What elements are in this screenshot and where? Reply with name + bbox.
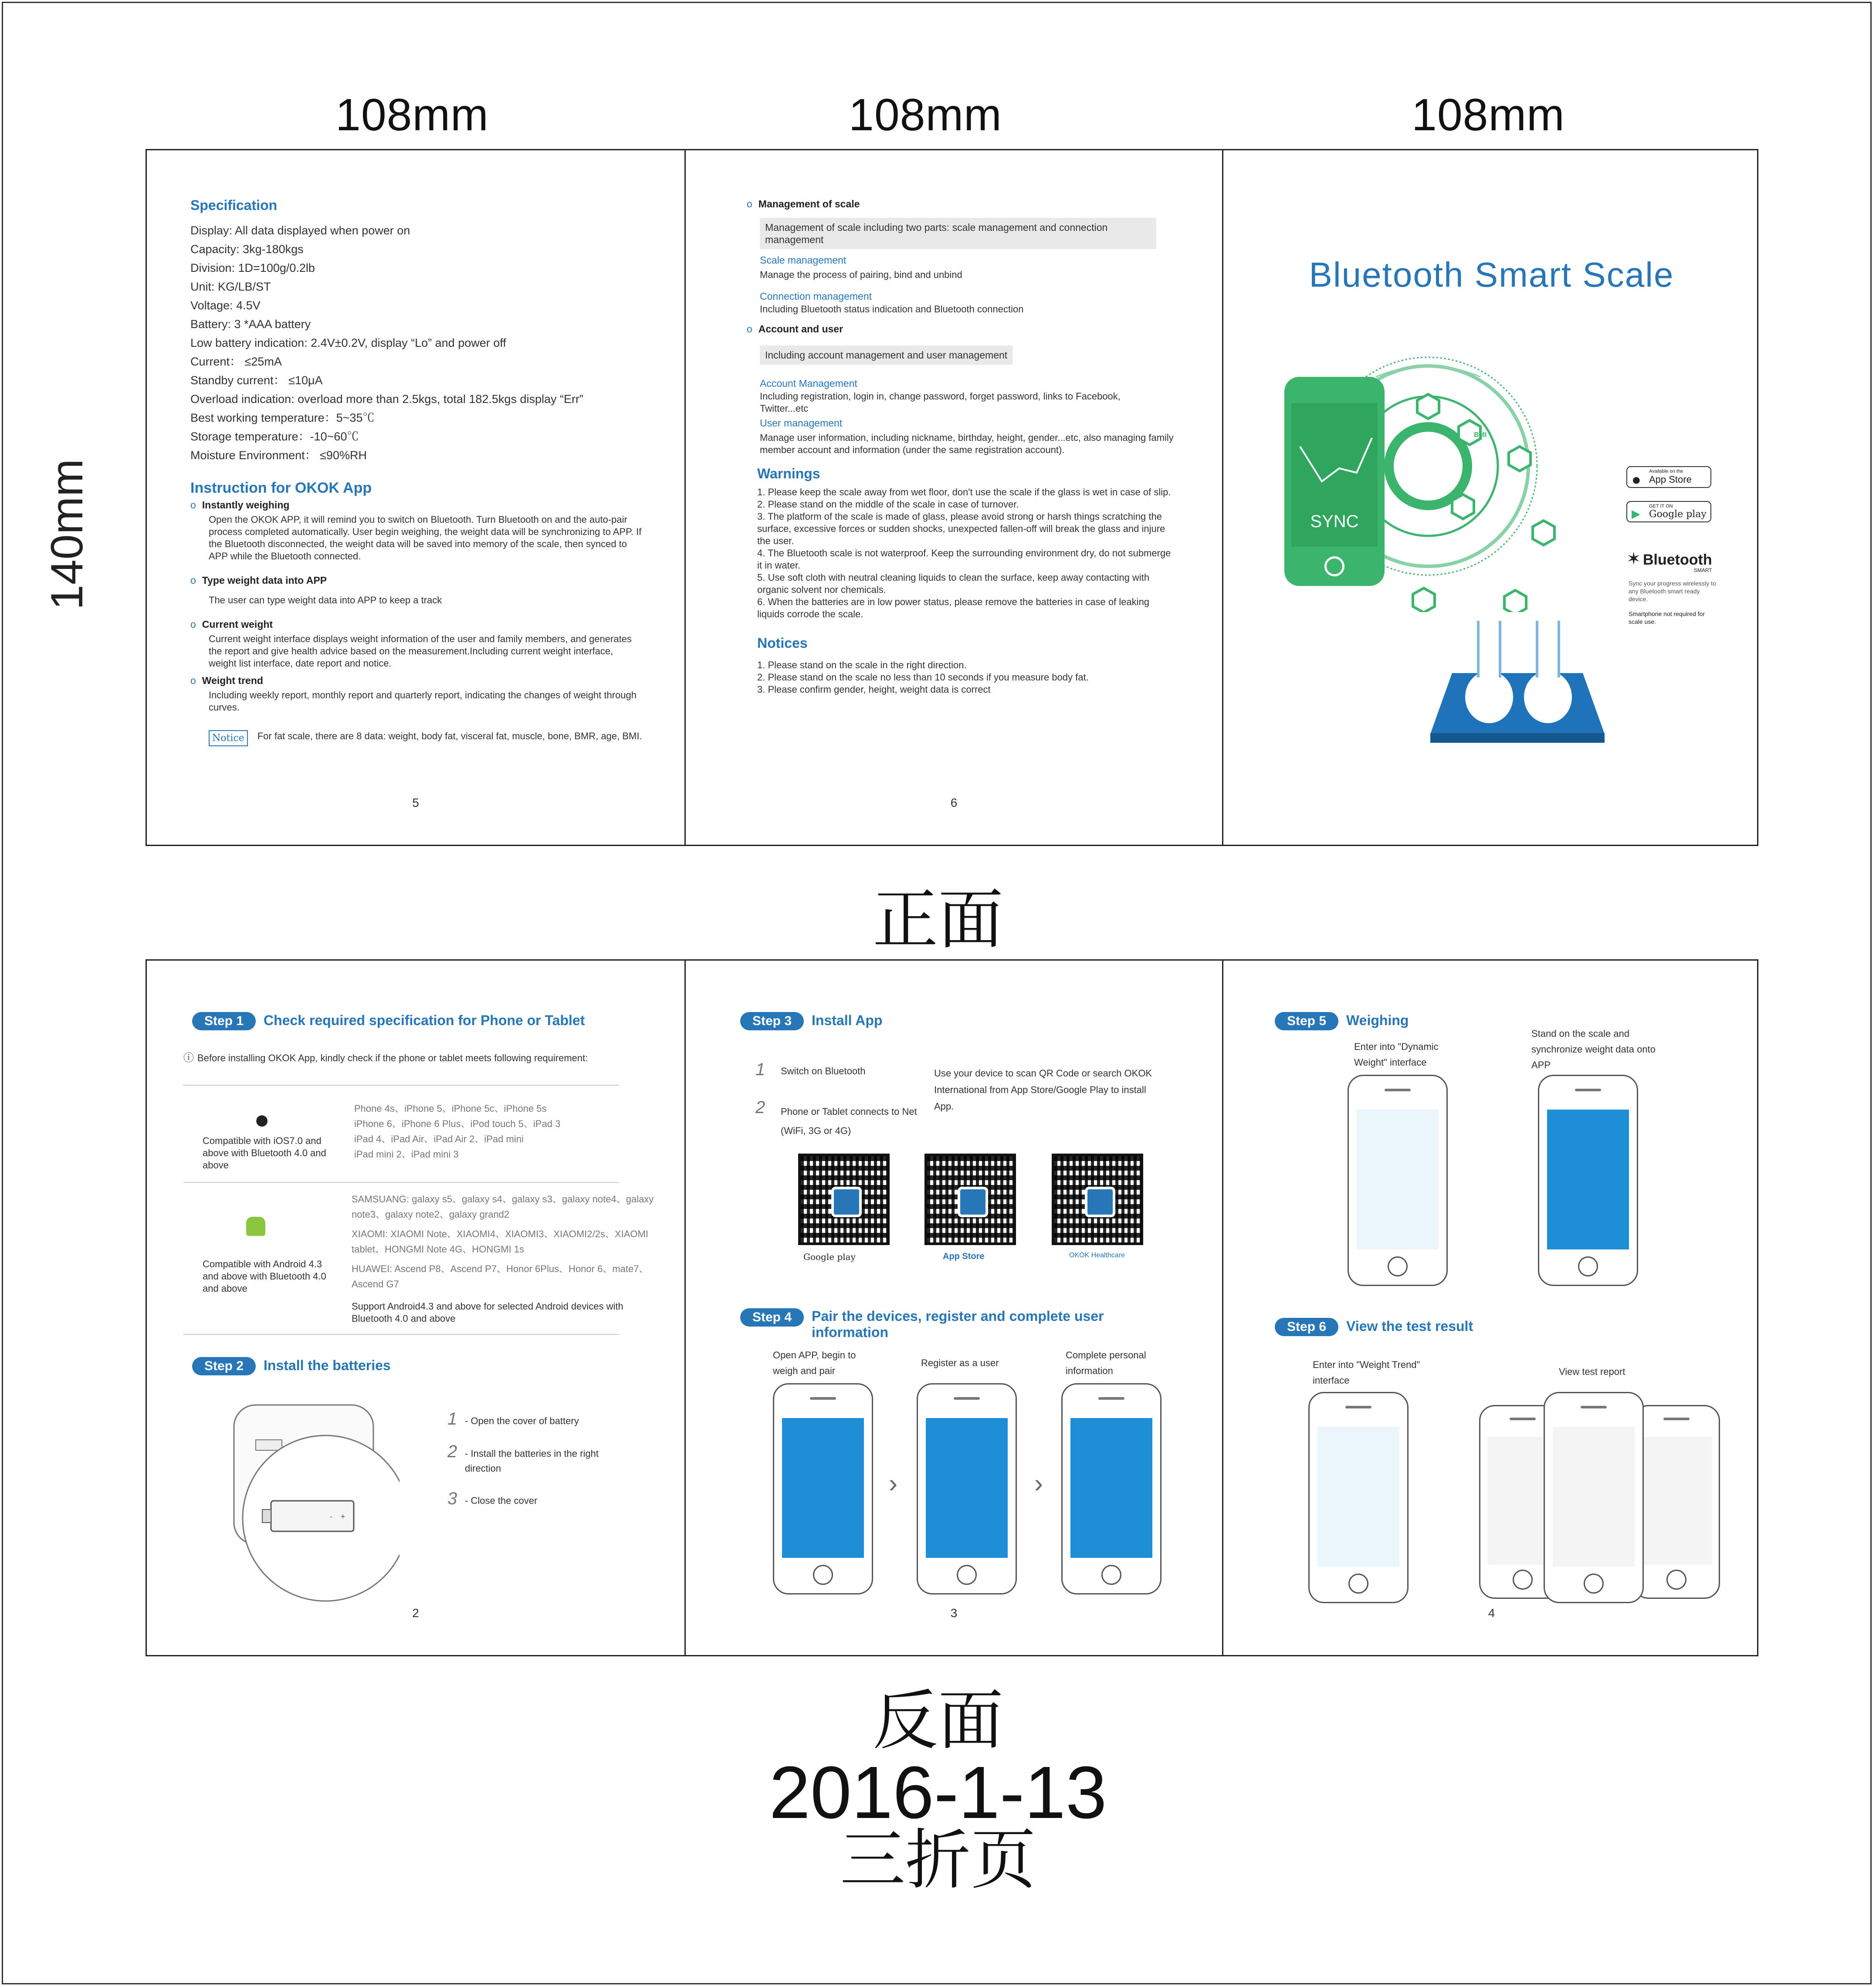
qr-code-google-play[interactable] [798, 1154, 890, 1245]
qr-label: App Store [943, 1252, 985, 1261]
spec-line: Overload indication: overload more than 2.5kgs, total 182.5kgs display “Err” [190, 393, 583, 406]
badge-text: App Store [1649, 474, 1692, 485]
step-title: View the test result [1346, 1318, 1473, 1334]
conn-mgmt-text: Including Bluetooth status indication and Bluetooth connection [760, 304, 1024, 315]
chevron-right-icon: › [889, 1469, 897, 1498]
warning-item: 1. Please keep the scale away from wet floor, don't use the scale if the glass is wet in case of slip. [757, 487, 1171, 498]
warning-item: 3. The platform of the scale is made of glass, please avoid strong or harsh things scratching the surface, excessive forces or sudden shocks, unexpected fallen-off will break the glass and injure the user. [757, 511, 1165, 546]
play-icon: ▶ [1632, 507, 1640, 520]
conn-mgmt-title: Connection management [760, 291, 872, 302]
notices-title: Notices [757, 635, 808, 651]
badge-small-text: Available on the [1649, 469, 1683, 474]
spec-line: Voltage: 4.5V [190, 299, 261, 312]
bmi-label: BMI [1474, 431, 1487, 439]
notice-item: 2. Please stand on the scale no less than 10 seconds if you measure body fat. [757, 672, 1089, 683]
sync-label: SYNC [1310, 512, 1359, 531]
ios-device-list [354, 1101, 560, 1162]
step-pill: Step 5 [1275, 1012, 1338, 1030]
app-store-badge[interactable] [1626, 466, 1711, 488]
back-sheet [146, 959, 1758, 1656]
bullet-title: o Instantly weighing [190, 499, 643, 511]
apple-icon: ● [254, 1105, 270, 1134]
spec-line: Display: All data displayed when power on [190, 224, 410, 237]
step-title: Pair the devices, register and complete user information [812, 1308, 1104, 1340]
battery-step [447, 1442, 657, 1476]
user-mgmt-title: User management [760, 417, 843, 429]
warning-item: 2. Please stand on the middle of the scale in case of turnover. [757, 499, 1019, 510]
notice-item: 1. Please stand on the scale in the right direction. [757, 660, 967, 670]
spec-title: Specification [190, 197, 278, 213]
step-number: 3 [447, 1489, 457, 1508]
fold-label: 三折页 [840, 1822, 1036, 1898]
step-6-header [1275, 1318, 1473, 1336]
dimension-label-vertical: 140mm [42, 459, 92, 610]
battery-illustration [230, 1401, 400, 1610]
cover-title: Bluetooth Smart Scale [1309, 255, 1674, 294]
bullet-title: o Weight trend [190, 675, 643, 687]
qr-label: OKOK Healthcare [1069, 1252, 1125, 1259]
page-number: 2 [412, 1606, 419, 1620]
acct-mgmt-title: Account Management [760, 378, 857, 389]
warning-item: 6. When the batteries are in low power status, please remove the batteries in case of leaking liquids corrode the scale. [757, 596, 1150, 619]
battery-step [447, 1409, 657, 1429]
notice-text: For fat scale, there are 8 data: weight, body fat, visceral fat, muscle, bone, BMR, age, BMI. [257, 731, 642, 741]
warning-item: 4. The Bluetooth scale is not waterproof. Keep the surrounding environment dry, do not submerge it in water. [757, 548, 1171, 571]
bullet-text: Including weekly report, monthly report and quarterly report, indicating the changes of weight through curves. [209, 690, 637, 713]
device-line: SAMSUANG: galaxy s5、galaxy s4、galaxy s3、galaxy note4、galaxy note3、galaxy note2、galaxy grand2 [352, 1194, 654, 1220]
panel-page-2 [147, 961, 684, 1655]
divider [183, 1182, 619, 1183]
page-number: 4 [1488, 1606, 1495, 1620]
warnings-title: Warnings [757, 466, 820, 481]
bullet-text: Current weight interface displays weight information of the user and family members, and generates the report and give health advice based on the measurement.Including current weight interface, weight list interface, date report and notice. [209, 633, 632, 669]
divider [183, 1334, 619, 1335]
bluetooth-smart-word: SMART [1693, 567, 1712, 573]
step-title: Check required specification for Phone or Tablet [264, 1012, 585, 1028]
phone-caption: Complete personal information [1066, 1350, 1146, 1376]
bluetooth-icon: ✶ [1626, 549, 1641, 569]
notice-row [190, 730, 643, 746]
android-support: Support Android4.3 and above for selected Android devices with Bluetooth 4.0 and above [352, 1301, 623, 1324]
bullet-text: Open the OKOK APP, it will remind you to switch on Bluetooth. Turn Bluetooth on and the auto-pair process completed automatically. User begin weighing, the weight data will be synchronizing to APP. If the Bluetooth disconnected, the weight data will be saved into memory of the scale, then synced to APP while the Bluetooth connected. [209, 514, 642, 562]
install-step: Phone or Tablet connects to Net (WiFi, 3G or 4G) [781, 1106, 917, 1136]
phone-caption: Enter into "Dynamic Weight" interface [1354, 1041, 1439, 1068]
home-button-icon [1324, 556, 1344, 576]
step-4-header [740, 1308, 1176, 1340]
bluetooth-smart-logo [1626, 549, 1712, 573]
phone-illustration [1284, 377, 1385, 586]
phone-mockup [1544, 1392, 1644, 1603]
phone-mockup [1633, 1405, 1720, 1599]
device-line: HUAWEI: Ascend P8、Ascend P7、Honor 6Plus、Honor 6、mate7、Ascend G7 [352, 1263, 649, 1290]
step-pill: Step 1 [192, 1012, 256, 1030]
instruction-title: Instruction for OKOK App [190, 480, 372, 496]
phone-mockup [773, 1383, 873, 1594]
chevron-right-icon: › [1034, 1469, 1043, 1498]
install-step: Switch on Bluetooth [781, 1066, 866, 1076]
step-1-header [192, 1012, 585, 1030]
step-number: 1 [447, 1409, 457, 1428]
spec-line: Standby current： ≤10μA [190, 374, 323, 387]
step-title: Weighing [1346, 1012, 1409, 1028]
step-text: - Install the batteries in the right direction [465, 1448, 599, 1474]
battery-step [447, 1489, 657, 1509]
phone-mockup [1061, 1383, 1161, 1594]
panel-page-4 [1222, 961, 1760, 1655]
android-compat: Compatible with Android 4.3 and above with Bluetooth 4.0 and above [203, 1259, 326, 1294]
phone-caption: Stand on the scale and synchronize weight data onto APP [1531, 1028, 1656, 1070]
intro-row [183, 1052, 619, 1064]
scan-text: Use your device to scan QR Code or search OKOK International from App Store/Google Play to install App. [934, 1068, 1152, 1112]
qr-code-okok[interactable] [1052, 1154, 1143, 1245]
acct-title: o Account and user [747, 323, 1174, 335]
apple-icon: ● [1632, 471, 1641, 488]
device-line: Phone 4s、iPhone 5、iPhone 5c、iPhone 5s [354, 1103, 547, 1114]
step-2-header [192, 1357, 391, 1375]
bluetooth-note: Sync your progress wirelessly to any Bluetooth smart ready device. [1629, 580, 1716, 603]
dimension-label: 108mm [1412, 90, 1565, 140]
notices-list [757, 659, 1174, 696]
phone-mockup [917, 1383, 1017, 1594]
page-number: 6 [950, 796, 958, 809]
device-line: XIAOMI: XIAOMI Note、XIAOMI4、XIAOMI3、XIAOMI2/2s、XIAOMI tablet、HONGMI Note 4G、HONGMI 1s [352, 1229, 648, 1255]
device-line: iPad mini 2、iPad mini 3 [354, 1149, 459, 1160]
android-icon [246, 1217, 265, 1236]
bluetooth-note: Smartphone not required for scale use. [1629, 610, 1705, 625]
step-number: 1 [755, 1060, 765, 1079]
step-pill: Step 3 [740, 1012, 804, 1030]
qr-code-app-store[interactable] [924, 1154, 1016, 1245]
spec-line: Unit: KG/LB/ST [190, 280, 271, 293]
front-sheet [146, 149, 1758, 846]
phone-caption: Register as a user [921, 1357, 999, 1368]
phone-mockup [1538, 1075, 1638, 1286]
step-pill: Step 2 [192, 1357, 256, 1375]
trend-line-icon [1291, 429, 1378, 516]
front-label: 正面 [872, 882, 1003, 958]
panel-page-6 [684, 150, 1222, 845]
spec-line: Capacity: 3kg-180kgs [190, 243, 304, 256]
step-3-header [740, 1012, 882, 1030]
spec-line: Low battery indication: 2.4V±0.2V, display “Lo” and power off [190, 336, 506, 349]
notice-item: 3. Please confirm gender, height, weight data is correct [757, 684, 991, 695]
spec-line: Current： ≤25mA [190, 355, 282, 368]
mgmt-box: Management of scale including two parts: scale management and connection management [760, 218, 1156, 249]
warning-item: 5. Use soft cloth with neutral cleaning liquids to clean the surface, keep away contacting with organic solvent nor chemicals. [757, 572, 1150, 595]
page-number: 3 [950, 1606, 958, 1620]
scale-feet-illustration [1417, 621, 1618, 769]
panel-page-3 [684, 961, 1222, 1655]
spec-line: Division: 1D=100g/0.2lb [190, 261, 315, 274]
phone-screen [1291, 403, 1378, 547]
spec-line: Moisture Environment： ≤90%RH [190, 449, 367, 462]
panel-page-5 [147, 150, 684, 845]
ios-compat: Compatible with iOS7.0 and above with Bluetooth 4.0 and above [203, 1135, 326, 1171]
phone-caption: Enter into "Weight Trend" interface [1313, 1359, 1420, 1386]
android-device-list [352, 1192, 670, 1296]
phone-caption: View test report [1559, 1366, 1625, 1377]
bullet-title: o Type weight data into APP [190, 575, 643, 586]
scale-mgmt-title: Scale management [760, 254, 847, 266]
bluetooth-word: Bluetooth [1642, 552, 1712, 568]
phone-mockup [1348, 1075, 1448, 1286]
phone-mockup [1308, 1392, 1409, 1603]
spec-line: Storage temperature：-10~60℃ [190, 430, 359, 443]
device-line: iPad 4、iPad Air、iPad Air 2、iPad mini [354, 1134, 524, 1144]
divider [183, 1085, 619, 1086]
intro-text: Before installing OKOK App, kindly check if the phone or tablet meets following requirement: [197, 1053, 588, 1063]
acct-mgmt-text: Including registration, login in, change password, forget password, links to Facebook, Twitter...etc [760, 391, 1121, 414]
device-line: iPhone 6、iPhone 6 Plus、iPod touch 5、iPad 3 [354, 1118, 561, 1129]
spec-list [190, 221, 643, 465]
step-number: 2 [755, 1098, 765, 1117]
phone-caption: Open APP, begin to weigh and pair [773, 1350, 856, 1376]
step-title: Install the batteries [264, 1357, 391, 1373]
dimension-label: 108mm [335, 90, 489, 140]
dimension-label: 108mm [849, 90, 1002, 140]
qr-label: Google play [803, 1252, 856, 1262]
bullet-text: The user can type weight data into APP to keep a track [209, 595, 442, 606]
svg-text:+: + [341, 1512, 345, 1521]
step-pill: Step 4 [740, 1308, 804, 1327]
step-number: 2 [447, 1442, 457, 1461]
notice-tag: Notice [209, 730, 248, 746]
step-pill: Step 6 [1275, 1318, 1338, 1336]
mgmt-title: o Management of scale [747, 198, 1174, 210]
info-icon: ⓘ [183, 1052, 194, 1064]
panel-cover [1222, 150, 1760, 845]
step-text: - Close the cover [465, 1495, 538, 1506]
badge-small-text: GET IT ON [1649, 504, 1673, 509]
badge-text: Google play [1649, 509, 1707, 520]
date-label: 2016-1-13 [769, 1751, 1107, 1834]
user-mgmt-text: Manage user information, including nickname, birthday, height, gender...etc, also managing family member account and information (under the same registration account). [760, 432, 1174, 455]
battery-steps [447, 1409, 657, 1522]
step-5-header [1275, 1012, 1409, 1030]
warnings-list [757, 486, 1175, 620]
bullet-title: o Current weight [190, 619, 643, 630]
step-text: - Open the cover of battery [465, 1415, 579, 1426]
acct-box: Including account management and user management [760, 345, 1012, 365]
scale-mgmt-text: Manage the process of pairing, bind and unbind [760, 269, 962, 280]
page-number: 5 [412, 796, 419, 809]
svg-text:-: - [330, 1512, 332, 1521]
back-label: 反面 [872, 1683, 1003, 1759]
spec-line: Best working temperature：5~35℃ [190, 411, 375, 424]
step-title: Install App [812, 1012, 883, 1028]
spec-line: Battery: 3 *AAA battery [190, 318, 311, 331]
google-play-badge[interactable] [1626, 501, 1711, 522]
